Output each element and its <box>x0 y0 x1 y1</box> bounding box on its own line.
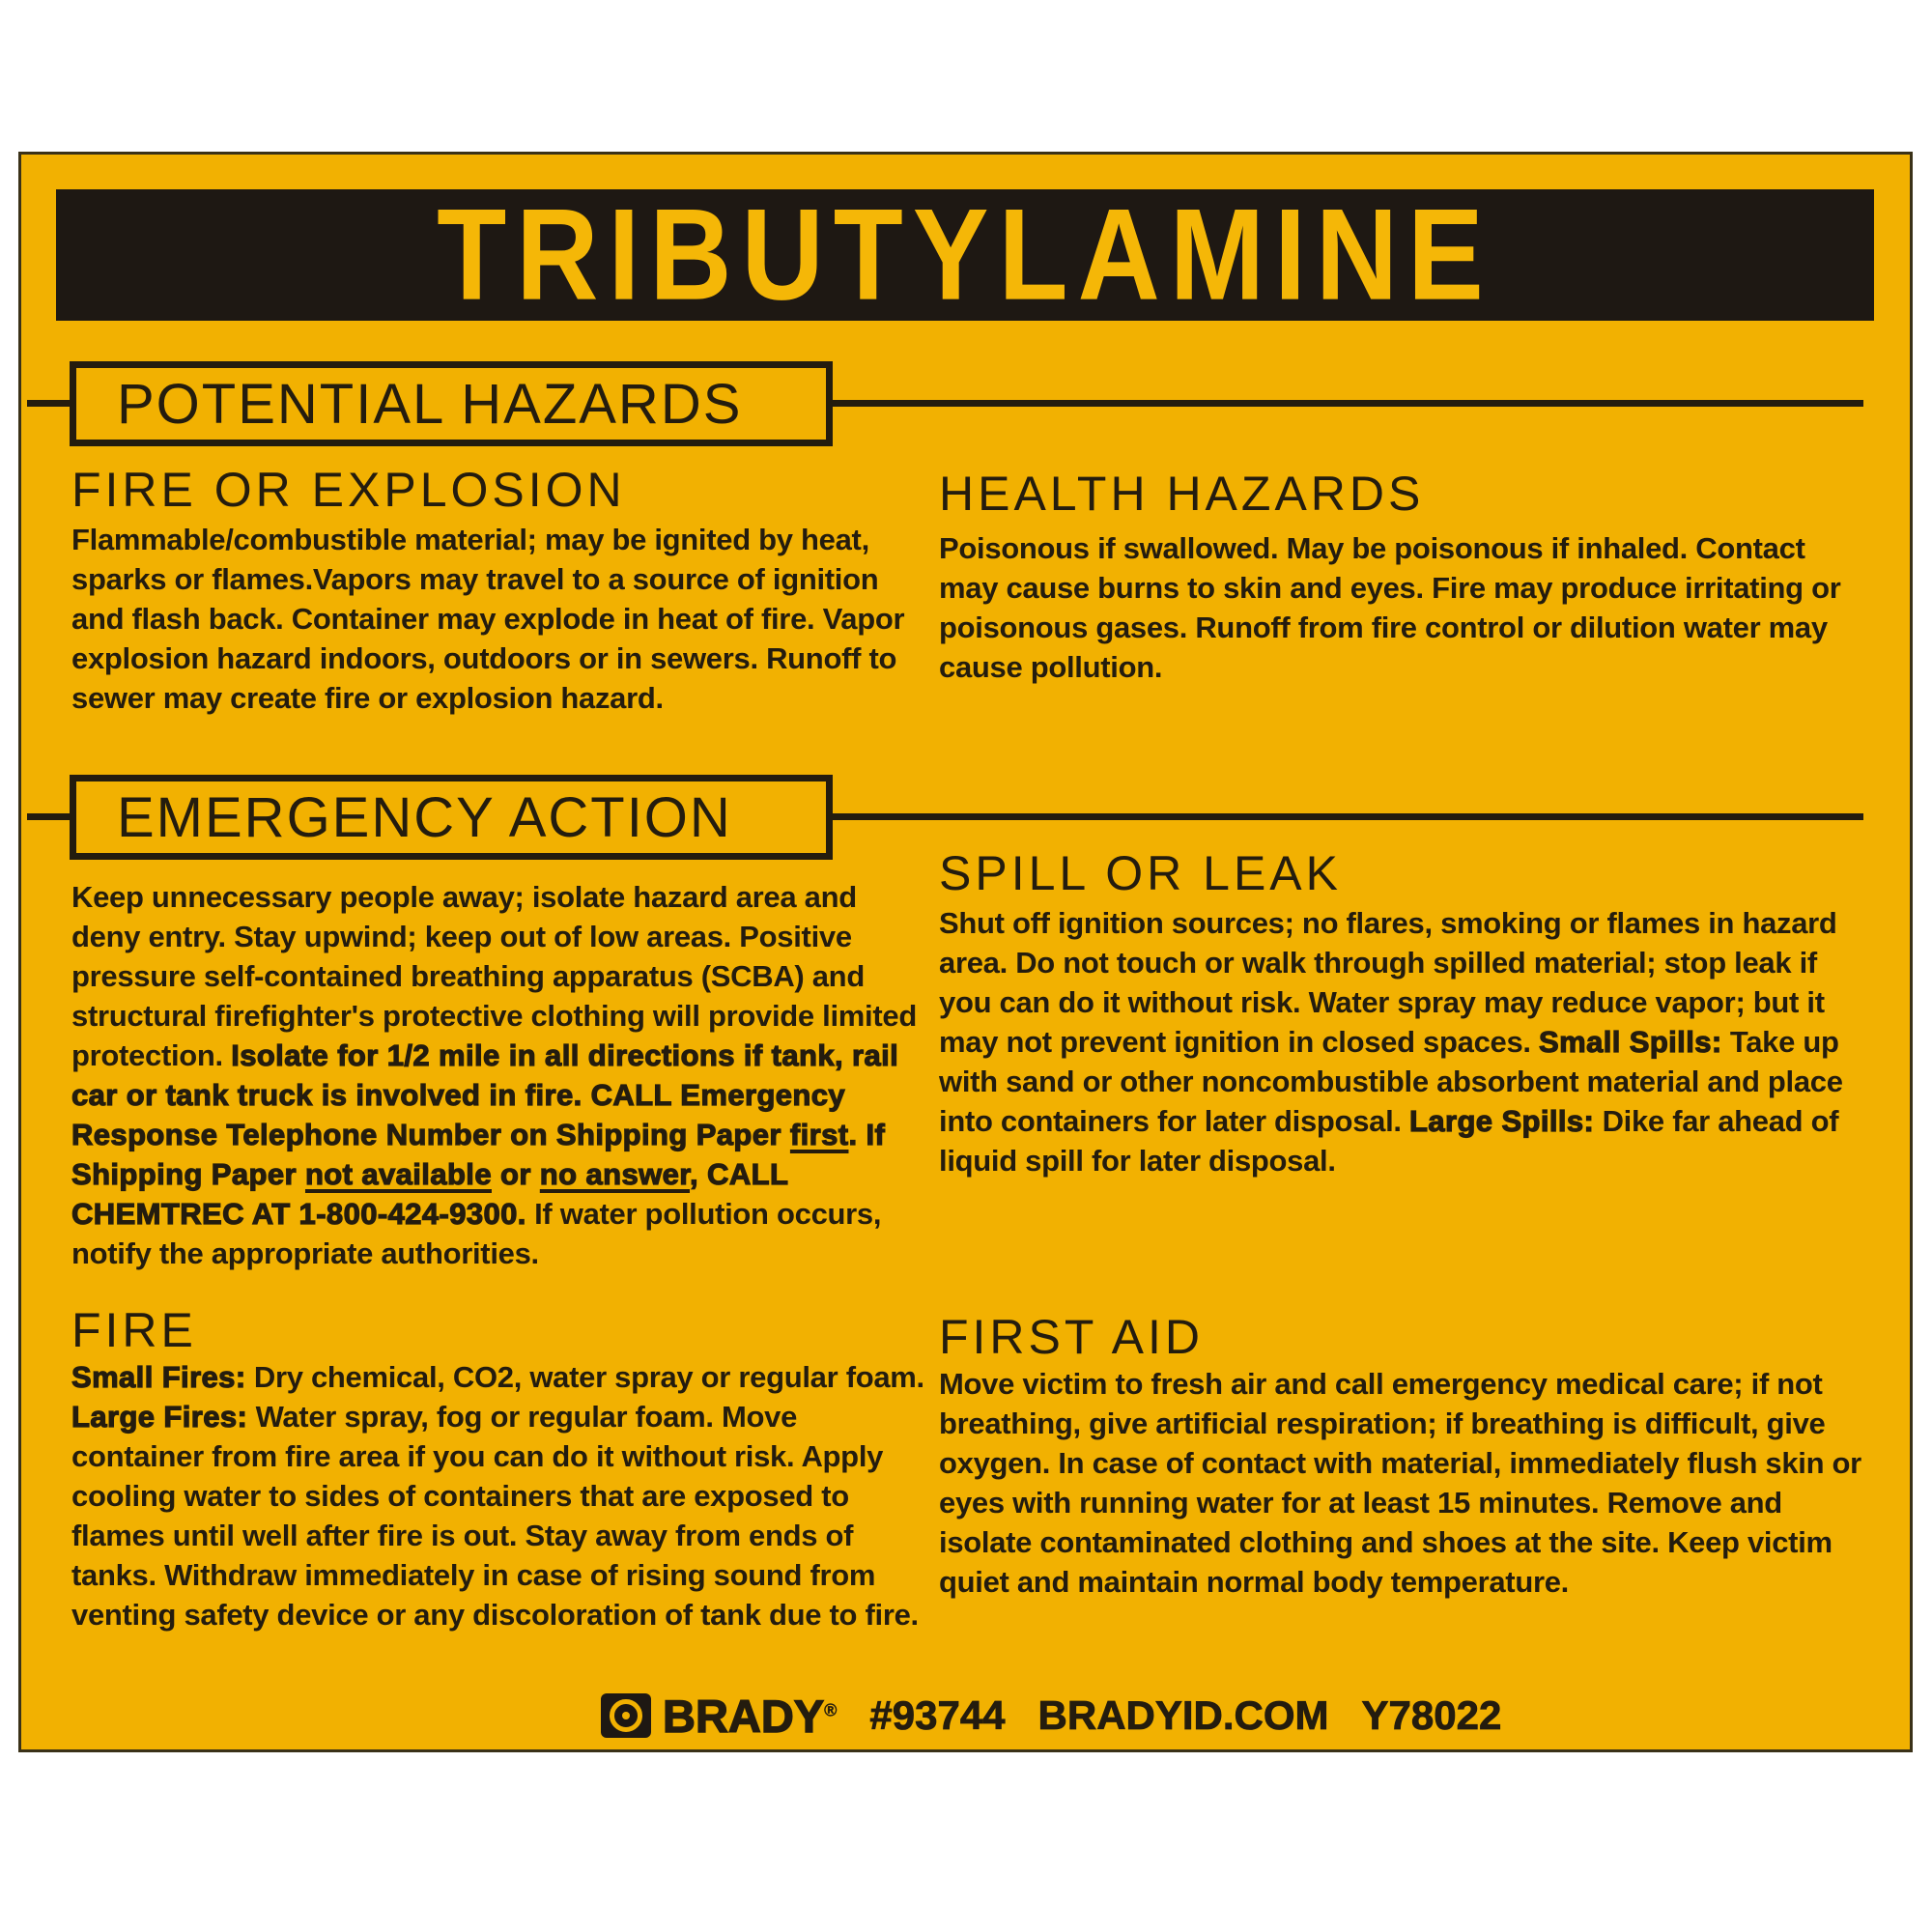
health-hazards-heading: HEALTH HAZARDS <box>939 467 1425 521</box>
website: BRADYID.COM <box>1037 1692 1329 1738</box>
registered-trademark-symbol: ® <box>824 1699 838 1719</box>
emergency-action-header-box <box>70 775 833 860</box>
emergency-action-header: EMERGENCY ACTION <box>117 785 732 849</box>
footer <box>601 1689 1501 1743</box>
fire-heading: FIRE <box>71 1303 197 1357</box>
fire-or-explosion-text: Flammable/combustible material; may be ignited by heat, sparks or flames.Vapors may travel to a source of ignition and flash back. Container may explode in heat of fire. Vapor explosion hazard indoors, outdoors or in sewers. Runoff to sewer may create fire or explosion hazard. <box>71 523 905 715</box>
title-banner <box>56 182 1874 328</box>
potential-hazards-header-box <box>70 361 833 446</box>
first-aid-heading: FIRST AID <box>939 1310 1205 1364</box>
spill-or-leak-text: Shut off ignition sources; no flares, smoking or flames in hazard area. Do not touch or walk through spilled material; stop leak if you can do it without risk. Water spray may reduce vapor; but it may not prevent ignition in closed spaces. Small Spills: Take up with sand or other noncombustible absorbent material and place into containers for later disposal. Large Spills: Dike far ahead of liquid spill for later disposal. <box>939 906 1843 1178</box>
fire-or-explosion-heading: FIRE OR EXPLOSION <box>71 463 626 517</box>
emergency-action-text: Keep unnecessary people away; isolate hazard area and deny entry. Stay upwind; keep out of low areas. Positive pressure self-contained breathing apparatus (SCBA) and structural firefighter's protective clothing will provide limited protection. Isolate for 1/2 mile in all directions if tank, rail car or tank truck is involved in fire. CALL Emergency Response Telephone Number on Shipping Paper first. If Shipping Paper not available or no answer, CALL CHEMTREC AT 1-800-424-9300. If water pollution occurs, notify the appropriate authorities. <box>71 880 917 1270</box>
brand-name <box>663 1690 837 1743</box>
spill-or-leak-heading: SPILL OR LEAK <box>939 846 1342 900</box>
brady-logo-icon <box>601 1693 651 1738</box>
item-code: Y78022 <box>1361 1692 1502 1738</box>
first-aid-text: Move victim to fresh air and call emergency medical care; if not breathing, give artificial respiration; if breathing is difficult, give oxygen. In case of contact with material, immediately flush skin or eyes with running water for at least 15 minutes. Remove and isolate contaminated clothing and shoes at the site. Keep victim quiet and maintain normal body temperature. <box>939 1367 1861 1599</box>
chemical-name-title: TRIBUTYLAMINE <box>437 182 1493 328</box>
potential-hazards-header: POTENTIAL HAZARDS <box>117 372 743 436</box>
brand-name-text: BRADY <box>663 1690 825 1742</box>
fire-text: Small Fires: Dry chemical, CO2, water spray or regular foam. Large Fires: Water spray, fog or regular foam. Move container from fire area if you can do it without risk. Apply cooling water to sides of containers that are exposed to flames until well after fire is out. Stay away from ends of tanks. Withdraw immediately in case of rising sound from venting safety device or any discoloration of tank due to fire. <box>71 1360 924 1632</box>
part-number: #93744 <box>869 1692 1006 1738</box>
health-hazards-text: Poisonous if swallowed. May be poisonous if inhaled. Contact may cause burns to skin and eyes. Fire may produce irritating or poisonous gases. Runoff from fire control or dilution water may cause pollution. <box>939 531 1841 684</box>
hazmat-label <box>18 152 1913 1752</box>
